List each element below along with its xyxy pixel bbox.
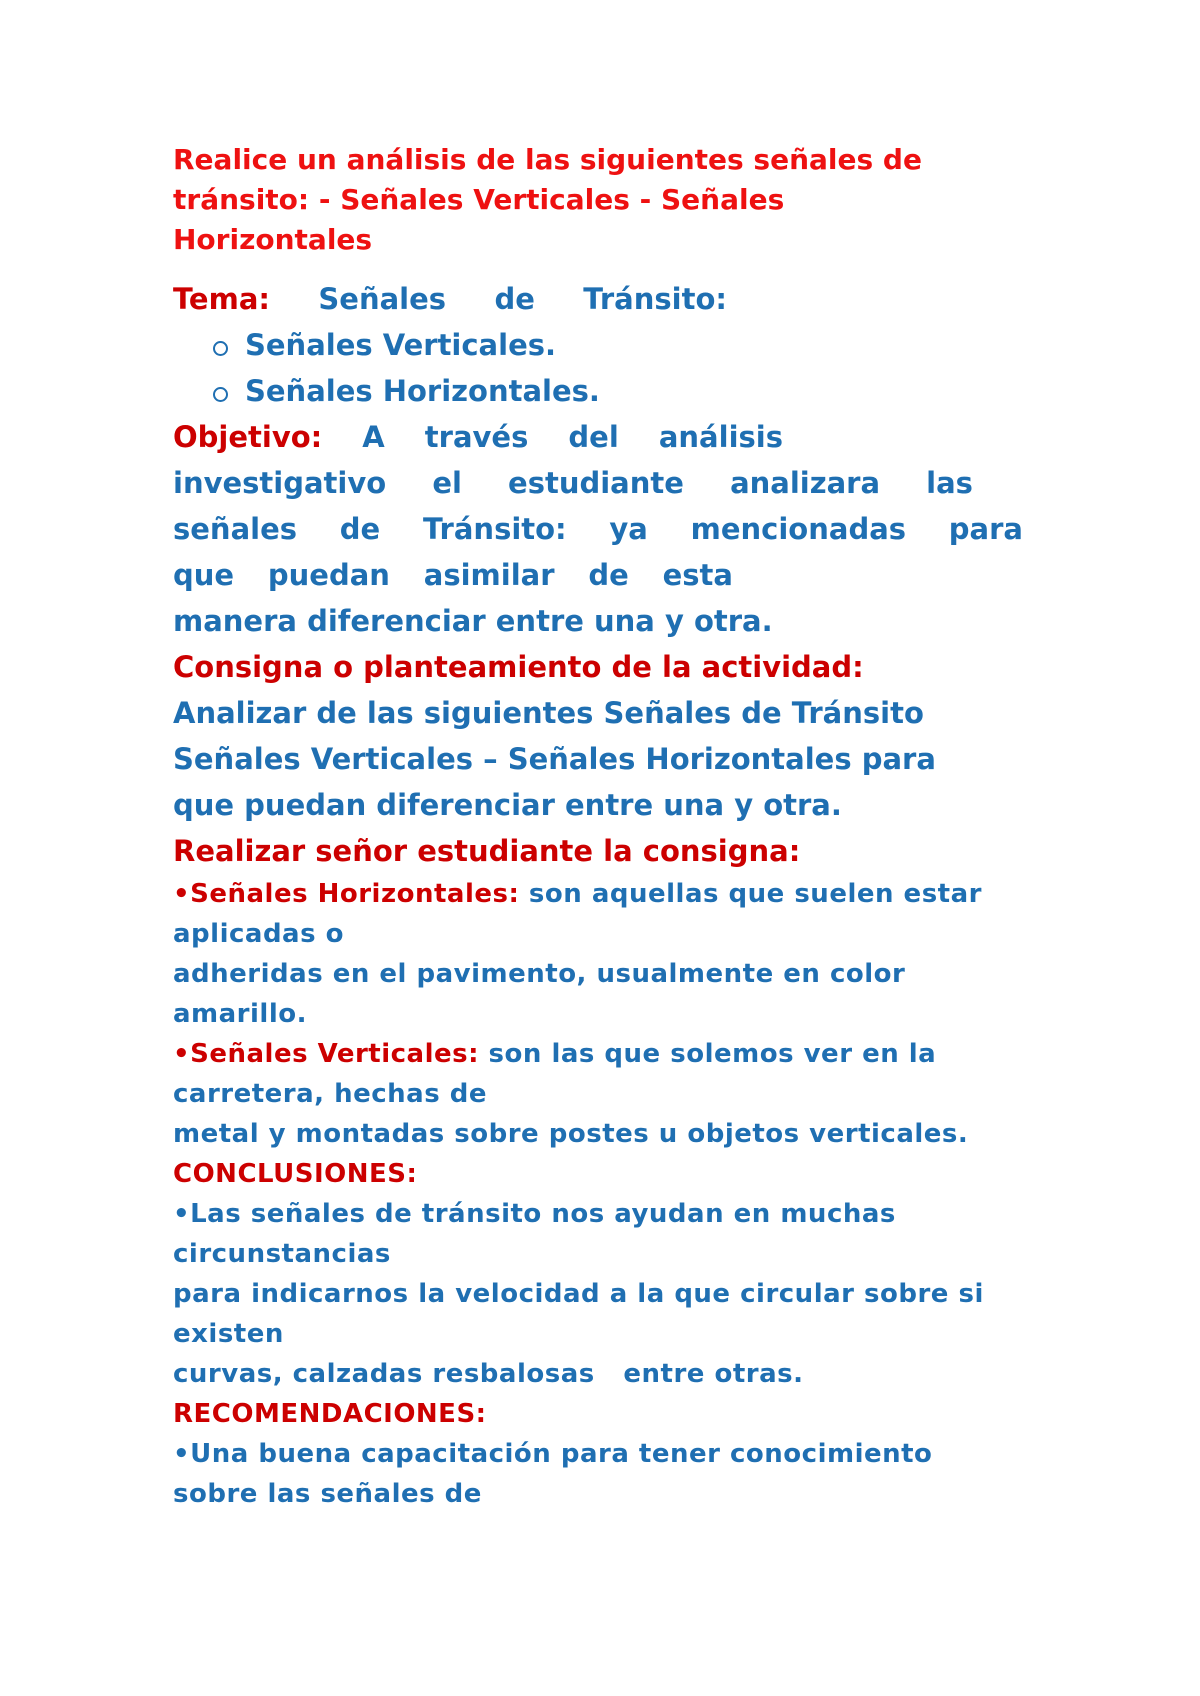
horizontales-line: amarillo. bbox=[173, 999, 307, 1029]
heading-line: Realice un análisis de las siguientes señales de bbox=[173, 143, 922, 176]
objetivo-label: Objetivo: bbox=[173, 420, 323, 454]
horizontales-line: adheridas en el pavimento, usualmente en color bbox=[173, 959, 906, 989]
conclusiones-line: •Las señales de tránsito nos ayudan en muchas bbox=[173, 1199, 896, 1229]
objetivo-line: manera diferenciar entre una y otra. bbox=[173, 604, 773, 638]
consigna-label: Consigna o planteamiento de la actividad: bbox=[173, 650, 864, 684]
circle-bullet-icon bbox=[213, 387, 228, 402]
tema-word: de bbox=[494, 282, 535, 316]
document-page bbox=[173, 140, 1043, 1514]
consigna-line: que puedan diferenciar entre una y otra. bbox=[173, 788, 842, 822]
verticales-line: carretera, hechas de bbox=[173, 1079, 487, 1109]
objetivo-line: señales de Tránsito: ya mencionadas para bbox=[173, 512, 1023, 546]
conclusiones-line: circunstancias bbox=[173, 1239, 391, 1269]
conclusiones-line: existen bbox=[173, 1319, 284, 1349]
consigna-line: Analizar de las siguientes Señales de Tránsito bbox=[173, 696, 924, 730]
horizontales-line: •Señales Horizontales: son aquellas que suelen estar bbox=[173, 879, 982, 909]
bullet-dot-icon: • bbox=[173, 879, 191, 909]
conclusiones-line: curvas, calzadas resbalosas entre otras. bbox=[173, 1359, 804, 1389]
recomendaciones-line: •Una buena capacitación para tener conocimiento bbox=[173, 1439, 933, 1469]
horizontales-line: aplicadas o bbox=[173, 919, 344, 949]
recomendaciones-line: sobre las señales de bbox=[173, 1479, 482, 1509]
horizontales-label: Señales Horizontales: bbox=[190, 879, 520, 909]
tema-list-item: Señales Horizontales. bbox=[173, 368, 1043, 414]
objetivo-line: Objetivo: A través del análisis bbox=[173, 414, 783, 460]
objetivo-line: que puedan asimilar de esta bbox=[173, 558, 733, 592]
document-heading bbox=[173, 140, 1043, 260]
tema-list-item: Señales Verticales. bbox=[173, 322, 1043, 368]
conclusiones-label: CONCLUSIONES: bbox=[173, 1159, 418, 1189]
verticales-label: Señales Verticales: bbox=[190, 1039, 479, 1069]
consigna-line: Señales Verticales – Señales Horizontales para bbox=[173, 742, 936, 776]
heading-line: Horizontales bbox=[173, 223, 373, 256]
tema-word: Señales bbox=[318, 282, 447, 316]
heading-line: tránsito: - Señales Verticales - Señales bbox=[173, 183, 785, 216]
tema-word: Tránsito: bbox=[583, 282, 727, 316]
conclusiones-line: para indicarnos la velocidad a la que circular sobre si bbox=[173, 1279, 984, 1309]
circle-bullet-icon bbox=[213, 341, 228, 356]
tema-line bbox=[173, 276, 727, 322]
objetivo-line: investigativo el estudiante analizara las bbox=[173, 466, 973, 500]
realizar-label: Realizar señor estudiante la consigna: bbox=[173, 834, 801, 868]
recomendaciones-label: RECOMENDACIONES: bbox=[173, 1399, 487, 1429]
bullet-dot-icon: • bbox=[173, 1039, 191, 1069]
verticales-line: •Señales Verticales: son las que solemos ver en la bbox=[173, 1039, 937, 1069]
tema-label: Tema: bbox=[173, 282, 270, 316]
verticales-line: metal y montadas sobre postes u objetos verticales. bbox=[173, 1119, 969, 1149]
